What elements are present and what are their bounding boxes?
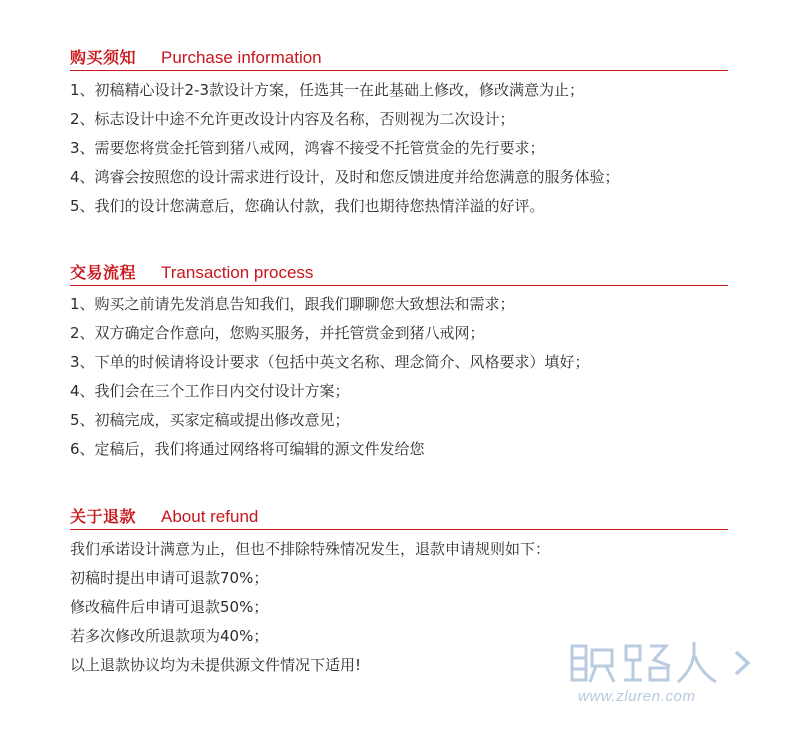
- list-item: 6、定稿后，我们将通过网络将可编辑的源文件发给您: [70, 440, 425, 458]
- list-item: 5、初稿完成，买家定稿或提出修改意见；: [70, 411, 350, 429]
- list-item: 2、双方确定合作意向，您购买服务，并托管赏金到猪八戒网；: [70, 324, 485, 342]
- section-purchase-information: [70, 46, 728, 221]
- list-item: 修改稿件后申请可退款50%；: [70, 598, 269, 616]
- list-item: 1、初稿精心设计2-3款设计方案，任选其一在此基础上修改，修改满意为止；: [70, 81, 585, 99]
- watermark-logo: [566, 636, 766, 688]
- list-item: 1、购买之前请先发消息告知我们，跟我们聊聊您大致想法和需求；: [70, 295, 515, 313]
- section-title-zh: 交易流程: [70, 263, 137, 282]
- info-list: [70, 76, 728, 221]
- process-list: [70, 290, 728, 464]
- section-heading: [70, 261, 728, 286]
- section-title-en: Purchase information: [161, 48, 322, 67]
- section-title-en: About refund: [161, 507, 259, 526]
- watermark-url: www.zluren.com: [578, 688, 696, 705]
- list-item: 初稿时提出申请可退款70%；: [70, 569, 269, 587]
- list-item: 2、标志设计中途不允许更改设计内容及名称，否则视为二次设计；: [70, 110, 515, 128]
- list-item: 4、我们会在三个工作日内交付设计方案；: [70, 382, 350, 400]
- list-item: 3、需要您将赏金托管到猪八戒网，鸿睿不接受不托管赏金的先行要求；: [70, 139, 545, 157]
- section-title-zh: 购买须知: [70, 48, 137, 67]
- list-item: 5、我们的设计您满意后，您确认付款，我们也期待您热情洋溢的好评。: [70, 197, 545, 215]
- list-item: 4、鸿睿会按照您的设计需求进行设计，及时和您反馈进度并给您满意的服务体验；: [70, 168, 620, 186]
- list-item: 3、下单的时候请将设计要求（包括中英文名称、理念简介、风格要求）填好；: [70, 353, 590, 371]
- list-item: 若多次修改所退款项为40%；: [70, 627, 269, 645]
- section-heading: [70, 505, 728, 530]
- section-title-en: Transaction process: [161, 263, 314, 282]
- list-item: 以上退款协议均为未提供源文件情况下适用!: [70, 656, 362, 674]
- section-title-zh: 关于退款: [70, 507, 137, 526]
- watermark: [566, 636, 766, 716]
- section-transaction-process: [70, 261, 728, 464]
- section-heading: [70, 46, 728, 71]
- list-item: 我们承诺设计满意为止，但也不排除特殊情况发生，退款申请规则如下：: [70, 540, 551, 558]
